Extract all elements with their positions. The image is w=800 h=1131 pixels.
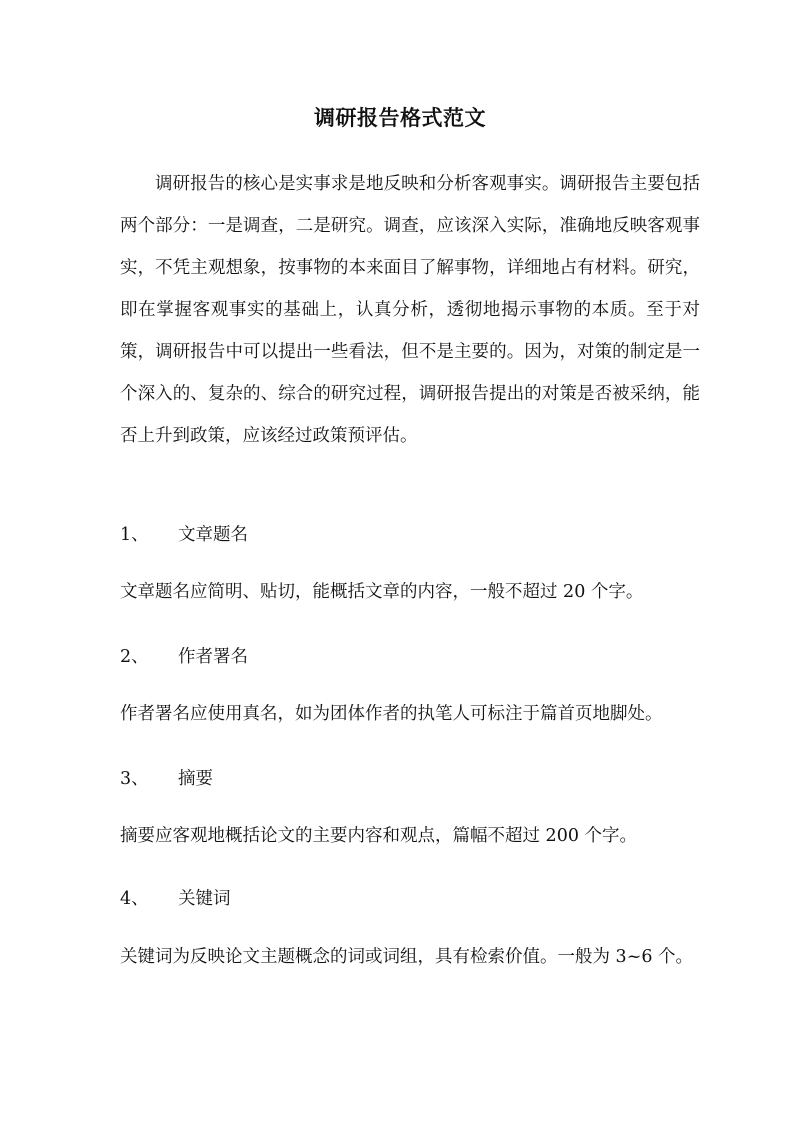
section-heading-3 — [120, 764, 700, 794]
section-heading-2 — [120, 642, 700, 672]
section-number-2: 2、 — [120, 647, 149, 667]
section-heading-text-2: 作者署名 — [178, 647, 248, 667]
section-heading-1 — [120, 520, 700, 550]
section-body-1: 文章题名应简明、贴切，能概括文章的内容，一般不超过 20 个字。 — [120, 582, 644, 602]
section-number-1: 1、 — [120, 525, 149, 545]
section-number-3: 3、 — [120, 769, 149, 789]
section-body-4: 关键词为反映论文主题概念的词或词组，具有检索价值。一般为 3~6 个。 — [120, 947, 694, 967]
section-number-4: 4、 — [120, 889, 149, 909]
document-title: 调研报告格式范文 — [314, 105, 486, 130]
section-heading-text-1: 文章题名 — [178, 525, 248, 545]
section-body-3: 摘要应客观地概括论文的主要内容和观点，篇幅不超过 200 个字。 — [120, 826, 638, 846]
section-heading-text-3: 摘要 — [178, 769, 213, 789]
section-heading-text-4: 关键词 — [178, 889, 231, 909]
section-body-2: 作者署名应使用真名，如为团体作者的执笔人可标注于篇首页地脚处。 — [120, 704, 663, 724]
intro-paragraph: 调研报告的核心是实事求是地反映和分析客观事实。调研报告主要包括两个部分：一是调查，二是研究。调查，应该深入实际，准确地反映客观事实，不凭主观想象，按事物的本来面目了解事物，详细地占有材料。研究，即在掌握客观事实的基础上，认真分析，透彻地揭示事物的本质。至于对策，调研报告中可以提出一些看法，但不是主要的。因为，对策的制定是一个深入的、复杂的、综合的研究过程，调研报告提出的对策是否被采纳，能否上升到政策，应该经过政策预评估。 — [120, 174, 700, 446]
section-heading-4 — [120, 884, 700, 914]
